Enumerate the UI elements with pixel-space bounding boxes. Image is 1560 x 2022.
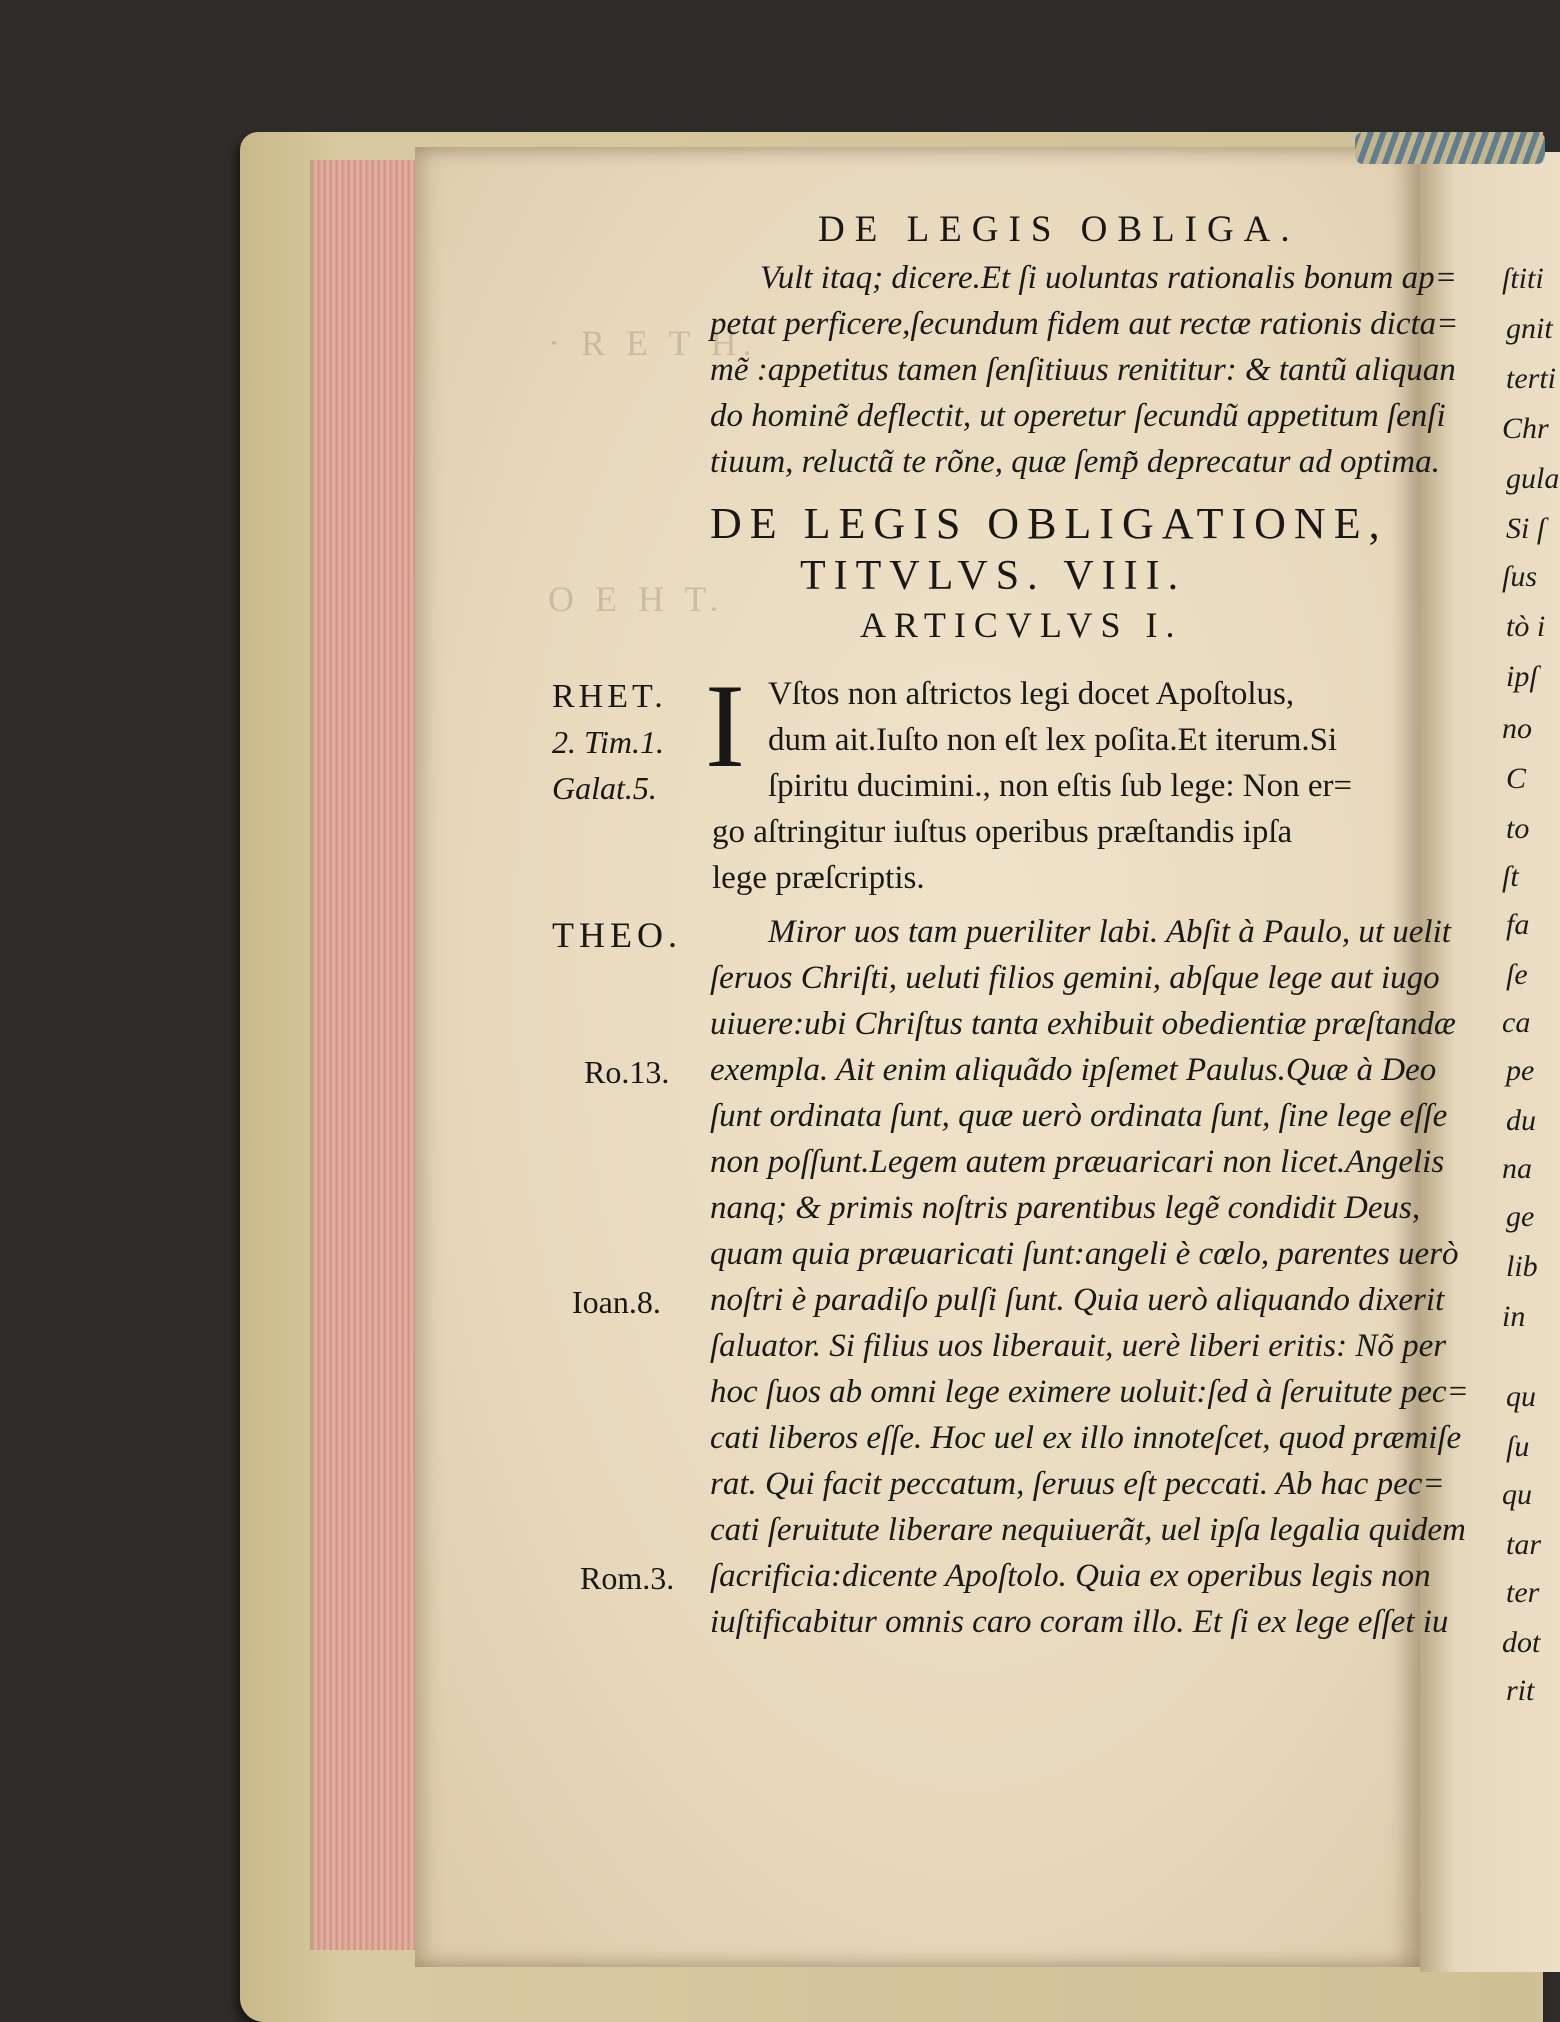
margin-note-ro13: Ro.13. (584, 1054, 670, 1090)
margin-note-rom3: Rom.3. (580, 1560, 675, 1596)
text-line: Vult itaq; dicere.Et ſi uoluntas rationalis bonum ap= (760, 260, 1457, 296)
facing-page-fragment: in (1502, 1300, 1526, 1333)
text-line: petat perficere,ſecundum fidem aut rectæ rationis dicta= (710, 306, 1459, 342)
text-line: go aſtringitur iuſtus operibus præſtandis ipſa (712, 814, 1293, 850)
text-line: iuſtificabitur omnis caro coram illo. Et ſi ex lege eſſet iu (710, 1604, 1449, 1640)
facing-page-fragment: no (1502, 712, 1532, 745)
text-line: cati liberos eſſe. Hoc uel ex illo innoteſcet, quod præmiſe (710, 1420, 1462, 1456)
facing-page-fragment: lib (1506, 1250, 1538, 1283)
text-line: Vſtos non aſtrictos legi docet Apoſtolus, (768, 676, 1295, 712)
text-line: dum ait.Iuſto non eſt lex poſita.Et iterum.Si (768, 722, 1338, 758)
margin-note-tim: 2. Tim.1. (552, 724, 665, 760)
text-line: ſunt ordinata ſunt, quæ uerò ordinata ſunt, ſine lege eſſe (710, 1098, 1448, 1134)
facing-page-fragment: dot (1502, 1626, 1541, 1659)
facing-page-fragment: pe (1506, 1054, 1535, 1087)
text-line: Miror uos tam pueriliter labi. Abſit à Paulo, ut uelit (768, 914, 1451, 950)
text-line: uiuere:ubi Chriſtus tanta exhibuit obedientiæ præſtandæ (710, 1006, 1456, 1042)
text-line: nanq; & primis noſtris parentibus legẽ condidit Deus, (710, 1190, 1421, 1226)
show-through-text: O E H T. (548, 579, 725, 619)
facing-page-fragment: to (1506, 812, 1530, 845)
facing-page-fragment: terti (1506, 362, 1556, 395)
show-through-text: · R E T H. (548, 323, 758, 363)
section-title: DE LEGIS OBLIGATIONE, (710, 499, 1388, 548)
red-page-edges (310, 160, 423, 1950)
facing-page-fragment: na (1502, 1152, 1532, 1185)
facing-page-fragment: Si ſ (1506, 512, 1546, 545)
facing-page-fragment: ſus (1502, 560, 1538, 593)
facing-page-fragment: gula (1506, 462, 1560, 495)
facing-page-fragment: C (1506, 762, 1527, 795)
facing-page-fragment: ter (1506, 1576, 1540, 1609)
running-head: DE LEGIS OBLIGA. (818, 209, 1300, 250)
text-line: exempla. Ait enim aliquãdo ipſemet Paulus.Quæ à Deo (710, 1052, 1437, 1088)
text-line: ſaluator. Si filius uos liberauit, uerè liberi eritis: Nõ per (710, 1328, 1447, 1364)
text-line: quam quia præuaricati ſunt:angeli è cœlo, parentes uerò (710, 1236, 1459, 1272)
facing-page-fragment: ſu (1506, 1430, 1530, 1463)
facing-page-fragment: gnit (1506, 312, 1553, 345)
text-line: ſacrificia:dicente Apoſtolo. Quia ex operibus legis non (710, 1558, 1431, 1594)
facing-page-fragment: ipſ (1506, 660, 1538, 693)
margin-note-ioan8: Ioan.8. (572, 1284, 661, 1320)
section-subtitle: TITVLVS. VIII. (800, 553, 1187, 599)
text-line: ſpiritu ducimini., non eſtis ſub lege: Non er= (768, 768, 1353, 804)
facing-page-fragment: rit (1506, 1674, 1535, 1707)
facing-page-fragment: ſt (1502, 860, 1519, 893)
text-line: noſtri è paradiſo pulſi ſunt. Quia uerò aliquando dixerit (710, 1282, 1445, 1318)
text-line: tiuum, reluctã te rõne, quæ ſemp̃ deprecatur ad optima. (710, 444, 1440, 480)
facing-page-fragment: Chr (1502, 412, 1549, 445)
text-line: non poſſunt.Legem autem præuaricari non licet.Angelis (710, 1144, 1445, 1180)
text-line: ſeruos Chriſti, ueluti filios gemini, abſque lege aut iugo (710, 960, 1440, 996)
facing-page-fragment: tò i (1506, 610, 1546, 643)
text-line: do hominẽ deflectit, ut operetur ſecundũ appetitum ſenſi (710, 398, 1446, 434)
margin-note-rhet: RHET. (552, 678, 667, 715)
headband (1355, 132, 1545, 164)
facing-page-fragment: fa (1506, 908, 1530, 941)
facing-page-fragment: ca (1502, 1006, 1531, 1039)
facing-page-fragment: ſe (1506, 958, 1528, 991)
text-line: hoc ſuos ab omni lege eximere uoluit:ſed à ſeruitute pec= (710, 1374, 1469, 1410)
text-line: cati ſeruitute liberare nequiuerãt, uel ipſa legalia quidem (710, 1512, 1466, 1548)
text-line: mẽ :appetitus tamen ſenſitiuus renititur: & tantũ aliquan (710, 352, 1456, 388)
margin-note-galat: Galat.5. (552, 770, 657, 806)
facing-page-fragment: du (1506, 1104, 1536, 1137)
facing-page-fragment: qu (1502, 1478, 1532, 1511)
text-line: rat. Qui facit peccatum, ſeruus eſt peccati. Ab hac pec= (710, 1466, 1445, 1502)
text-line: lege præſcriptis. (712, 860, 925, 896)
facing-page-fragment: tar (1506, 1528, 1542, 1561)
margin-note-theo: THEO. (552, 915, 682, 955)
facing-page-fragment: qu (1506, 1380, 1536, 1413)
article-heading: ARTICVLVS I. (860, 605, 1183, 645)
drop-cap: I (705, 659, 745, 792)
facing-page-fragment: ſtiti (1502, 262, 1544, 295)
facing-page-fragment: ge (1506, 1200, 1535, 1233)
